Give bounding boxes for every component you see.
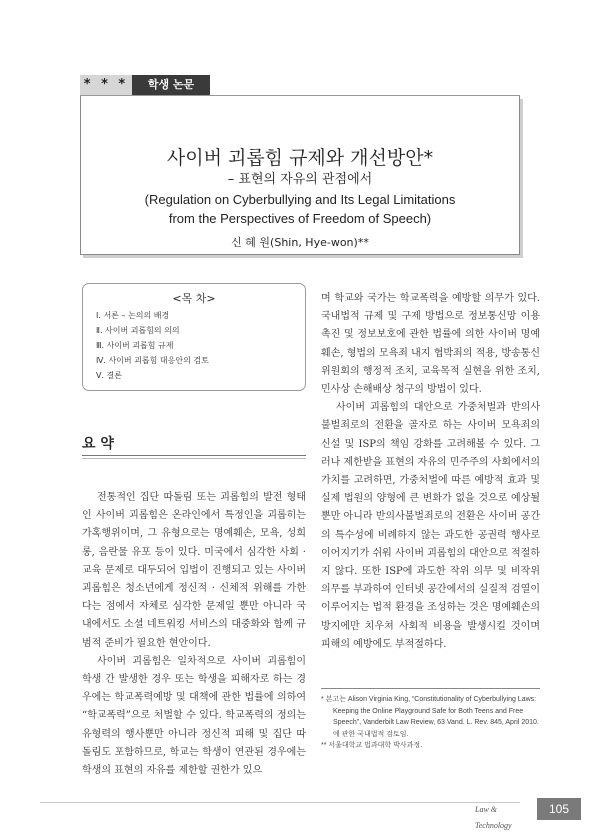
abstract-heading: 요 약 <box>82 436 114 452</box>
author-name: 신 혜 원(Shin, Hye-won)** <box>231 236 369 249</box>
footnote-2: ** 서울대학교 법과대학 박사과정. <box>321 742 423 749</box>
abstract-paragraph: 사이버 괴롭힘의 대안으로 가중처벌과 반의사불벌죄로의 전환을 골자로 하는 사이버 모욕죄의 신설 및 ISP의 책임 강화를 고려해볼 수 있다. 그러나 제한받을 표현의 자유의 민주주의 사회에서의 가치를 고려하면, 가중처벌에 따른 예방적 효과 및 실제 법원의 양형에 큰 변화가 없을 것으로 예상될 뿐만 아니라 반의사불벌죄로의 전환은 사이버 공간의 특수성에 비례하지 않는 과도한 공권력 행사로 이어지기가 쉬워 사이버 괴롭힘의 대안으로 적절하지 않다. 또한 ISP에 과도한 작위 의무 및 비작위 의무를 부과하여 인터넷 공간에서의 실질적 검열이 이루어지는 법적 환경을 조성하는 것은 명예훼손의 방지에만 치우쳐 사회적 비용을 발생시킬 것이며 피해의 예방에도 부적절하다. <box>321 402 540 650</box>
toc-item: Ⅰ. 서론 – 논의의 배경 <box>96 311 170 320</box>
footnote-divider <box>321 688 540 689</box>
toc-item: Ⅲ. 사이버 괴롭힘 규제 <box>96 341 174 350</box>
abstract-divider <box>82 455 306 456</box>
abstract-paragraph-continued: 며 학교와 국가는 학교폭력을 예방할 의무가 있다. 국내법적 규제 및 구제 방법으로 정보통신망 이용촉진 및 정보보호에 관한 법률에 의한 사이버 명예훼손, 형법의 모욕죄 내지 협박죄의 적용, 방송통신위원회의 행정적 조치, 교육목적 실현을 위한 조치, 민사상 손해배상 청구의 방법이 있다. <box>321 293 540 396</box>
abstract-right-column <box>321 290 540 654</box>
section-label: 학생 논문 <box>132 75 210 95</box>
section-tag <box>80 75 210 95</box>
english-title <box>80 190 520 228</box>
toc-item: Ⅴ. 결론 <box>96 371 123 380</box>
english-title-line-1: (Regulation on Cyberbullying and Its Legal Limitations <box>144 192 456 207</box>
abstract-paragraph: 사이버 괴롭힘은 일차적으로 사이버 괴롭힘이 학생 간 발생한 경우 또는 학생을 피해자로 하는 경우에는 학교폭력예방 및 대책에 관한 법률에 의하여 “학교폭력”으로 처벌할 수 있다. 학교폭력의 정의는 유형력의 행사뿐만 아니라 정신적 피해 및 집단 따돌림도 포함하므로, 학교는 학생이 연관된 경우에는 학생의 표현의 자유를 제한할 권한가 있으 <box>82 655 306 777</box>
abstract-left-column <box>82 489 306 780</box>
abstract-divider-thin <box>82 458 306 459</box>
toc-heading: <목 차> <box>172 292 216 305</box>
page-number: 105 <box>537 798 581 820</box>
article-title: 사이버 괴롭힘 규제와 개선방안* <box>166 147 434 169</box>
abstract-paragraph: 전통적인 집단 따돌림 또는 괴롭힘의 발전 형태인 사이버 괴롭힘은 온라인에서 특정인을 괴롭히는 가혹행위이며, 그 유형으로는 명예훼손, 모욕, 성희롱, 음란물 유포 등이 있다. 미국에서 심각한 사회 · 교육 문제로 대두되어 입법이 진행되고 있는 사이버 괴롭힘은 청소년에게 정신적 · 신체적 위해를 가한다는 점에서 자체로 심각한 문제일 뿐만 아니라 국내에서도 소셜 네트워킹 서비스의 대중화와 함께 규범적 준비가 필요한 현안이다. <box>82 492 306 649</box>
toc-list <box>96 308 209 383</box>
footer-divider <box>40 802 520 803</box>
english-title-line-2: from the Perspectives of Freedom of Speech) <box>168 211 432 226</box>
article-subtitle: – 표현의 자유의 관점에서 <box>227 172 373 187</box>
journal-name: Law & Technology <box>475 805 512 830</box>
footnote-1: * 본고는 Alison Virginia King, “Constitutionality of Cyberbullying Laws: Keeping the Online Playground Safe for Both Teens and Free Speech”, Vanderbilt Law Review, 63 Vand. L. Rev. 845, April 2010.에 관한 국내법적 검토임. <box>321 696 539 738</box>
toc-item: Ⅱ. 사이버 괴롭힘의 의의 <box>96 326 180 335</box>
footnotes <box>321 694 540 752</box>
section-stars: * * * <box>80 75 132 95</box>
toc-item: Ⅳ. 사이버 괴롭힘 대응안의 검토 <box>96 356 209 365</box>
